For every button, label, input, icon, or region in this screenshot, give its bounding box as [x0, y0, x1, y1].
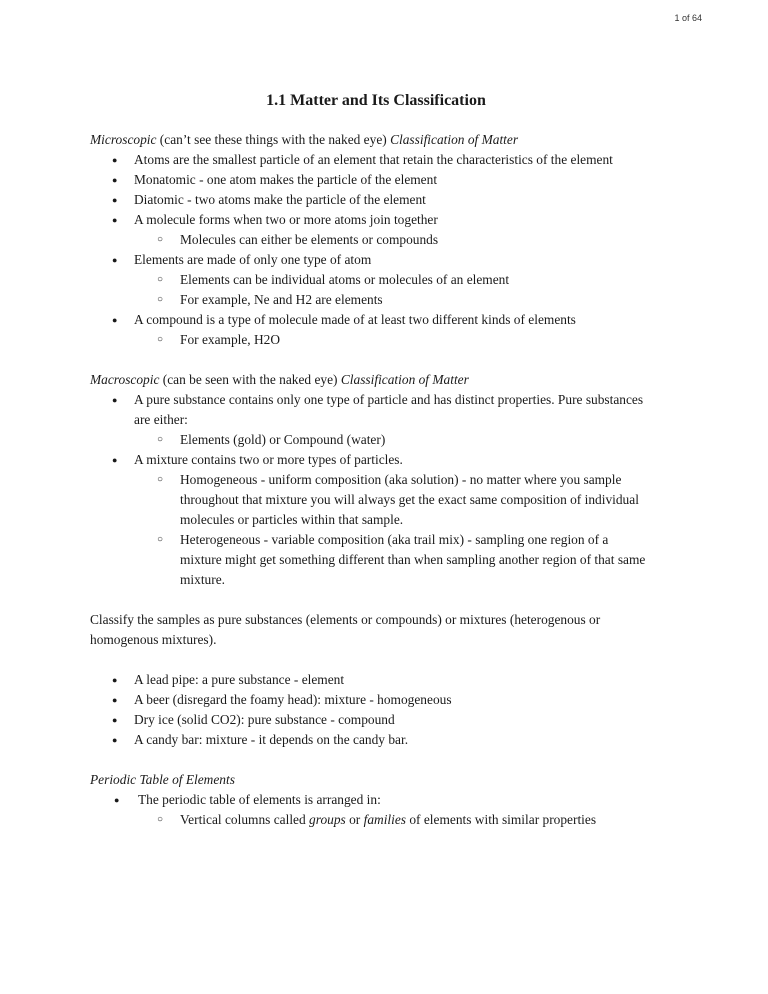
- heading-text: (can be seen with the naked eye): [159, 372, 341, 387]
- classify-intro: Classify the samples as pure substances (elements or compounds) or mixtures (heterogenous or homogenous mixtures).: [90, 612, 601, 647]
- italic-term-families: families: [363, 812, 407, 827]
- sub-list-item: ○ Molecules can either be elements or compounds: [90, 230, 650, 250]
- sub-list-item: [90, 810, 650, 830]
- sub-list-item: ○ For example, H2O: [90, 330, 650, 350]
- macroscopic-heading: [90, 370, 650, 390]
- heading-text: (can’t see these things with the naked eye): [156, 132, 391, 147]
- page-number: 1 of 64: [674, 13, 702, 23]
- sub-list-item: ○ Homogeneous - uniform composition (aka solution) - no matter where you sample throughout that mixture you will always get the exact same composition of individual molecules or particles within that sample.: [90, 470, 650, 530]
- list-item: ● A lead pipe: a pure substance - element: [90, 670, 650, 690]
- heading-italic: Periodic Table of Elements: [90, 772, 235, 787]
- classify-list: [90, 670, 650, 750]
- sub-list-item: ○ Elements can be individual atoms or molecules of an element: [90, 270, 650, 290]
- sub-list-item: ○ Elements (gold) or Compound (water): [90, 430, 650, 450]
- sub-list-item: ○ For example, Ne and H2 are elements: [90, 290, 650, 310]
- list-item: ● A beer (disregard the foamy head): mixture - homogeneous: [90, 690, 650, 710]
- macroscopic-list: [90, 390, 650, 590]
- list-item: ● Monatomic - one atom makes the particle of the element: [90, 170, 650, 190]
- list-item: ● A mixture contains two or more types of particles.: [90, 450, 650, 470]
- periodic-list: [90, 790, 650, 830]
- list-item: ● A candy bar: mixture - it depends on the candy bar.: [90, 730, 650, 750]
- list-item: ● A molecule forms when two or more atoms join together: [90, 210, 650, 230]
- list-item: ● A pure substance contains only one type of particle and has distinct properties. Pure substances are either:: [90, 390, 650, 430]
- list-item: ● The periodic table of elements is arranged in:: [90, 790, 650, 810]
- list-item: ● Elements are made of only one type of atom: [90, 250, 650, 270]
- heading-italic: Microscopic: [90, 132, 157, 147]
- sub-list-item: ○ Heterogeneous - variable composition (aka trail mix) - sampling one region of a mixture might get something different than when sampling another region of that same mixture.: [90, 530, 650, 590]
- heading-italic: Classification of Matter: [390, 132, 519, 147]
- microscopic-list: [90, 150, 650, 350]
- list-item: ● Atoms are the smallest particle of an element that retain the characteristics of the element: [90, 150, 650, 170]
- list-item: ● Diatomic - two atoms make the particle of the element: [90, 190, 650, 210]
- heading-italic: Macroscopic: [90, 372, 160, 387]
- list-item: ● Dry ice (solid CO2): pure substance - compound: [90, 710, 650, 730]
- periodic-heading: [90, 770, 650, 790]
- text-run: of elements with similar properties: [406, 812, 597, 827]
- heading-italic: Classification of Matter: [340, 372, 469, 387]
- text-run: Vertical columns called: [180, 812, 310, 827]
- page-title: 1.1 Matter and Its Classification: [266, 92, 486, 109]
- italic-term-groups: groups: [309, 812, 346, 827]
- list-item: ● A compound is a type of molecule made of at least two different kinds of elements: [90, 310, 650, 330]
- text-run: or: [345, 812, 364, 827]
- microscopic-heading: [90, 130, 650, 150]
- document-body: [90, 90, 650, 830]
